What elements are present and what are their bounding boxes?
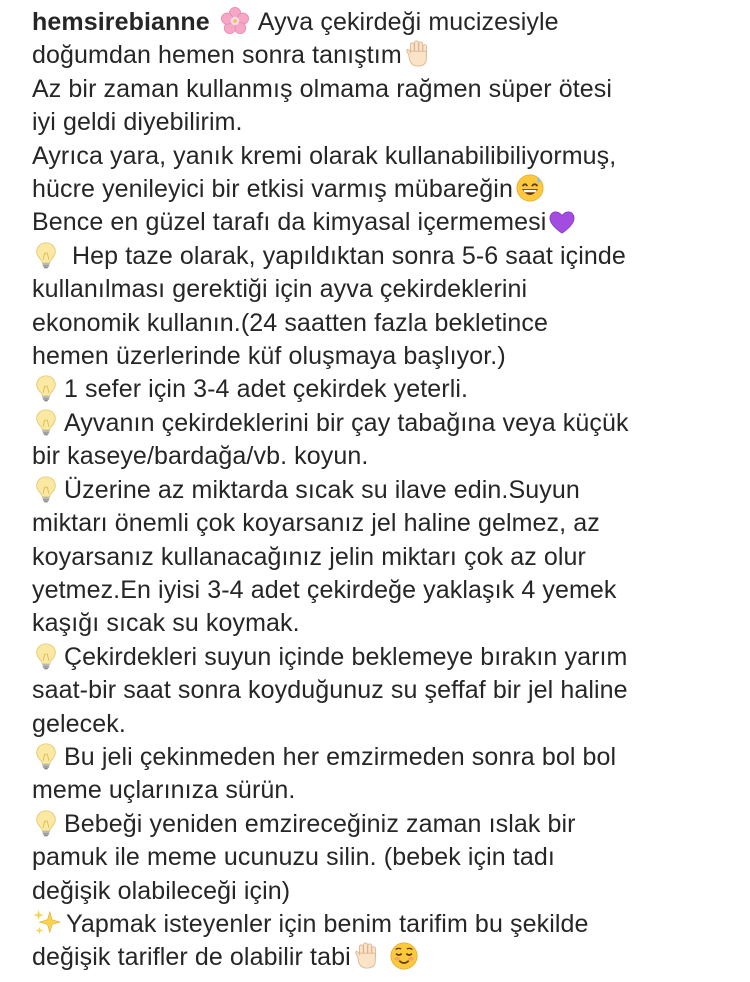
- tip-7: [32, 808, 732, 908]
- light-bulb-icon: [32, 408, 60, 436]
- tip-7-line-3: değişik olabileceği için): [32, 876, 291, 905]
- outro-text-2: değişik tarifler de olabilir tabi: [32, 943, 351, 972]
- raised-hand-icon: [353, 942, 379, 970]
- intro-text-2: doğumdan hemen sonra tanıştım: [32, 41, 402, 70]
- tip-1-line-4: hemen üzerlerinde küf oluşmaya başlıyor.): [32, 342, 506, 371]
- paragraph-1-line-1: Az bir zaman kullanmış olmama rağmen süper ötesi: [32, 74, 613, 103]
- light-bulb-icon: [32, 374, 60, 402]
- raised-hand-icon: [404, 40, 430, 68]
- tip-2: [32, 373, 732, 406]
- light-bulb-icon: [32, 742, 60, 770]
- tip-1-line-1: Hep taze olarak, yapıldıktan sonra 5-6 saat içinde: [72, 241, 626, 270]
- tip-7-line-1: Bebeği yeniden emzireceğiniz zaman ıslak bir: [64, 809, 576, 838]
- tip-5: [32, 641, 732, 741]
- username-link[interactable]: hemsirebianne: [32, 8, 210, 36]
- tip-4-line-1: Üzerine az miktarda sıcak su ilave edin.Suyun: [64, 475, 580, 504]
- post-caption: [32, 6, 732, 975]
- cherry-blossom-icon: [220, 6, 250, 36]
- light-bulb-icon: [32, 809, 60, 837]
- light-bulb-icon: [32, 642, 60, 670]
- paragraph-1-line-2: iyi geldi diyebilirim.: [32, 108, 243, 137]
- tip-5-line-2: saat-bir saat sonra koyduğunuz su şeffaf bir jel haline: [32, 676, 628, 705]
- caption-intro: [32, 6, 732, 73]
- grinning-sweat-face-icon: [515, 173, 545, 203]
- paragraph-2-line-1: Ayrıca yara, yanık kremi olarak kullanabilibiliyormuş,: [32, 141, 617, 170]
- tip-1: [32, 240, 732, 374]
- tip-4-line-4: yetmez.En iyisi 3-4 adet çekirdeğe yaklaşık 4 yemek: [32, 575, 617, 604]
- tip-4-line-2: miktarı önemli çok koyarsanız jel haline gelmez, az: [32, 509, 600, 538]
- purple-heart-icon: [548, 209, 576, 235]
- caption-paragraph-2: [32, 140, 732, 207]
- sparkles-icon: [32, 908, 62, 938]
- paragraph-2-line-2: hücre yenileyici bir etkisi varmış mübareğin: [32, 175, 513, 204]
- intro-text-1: Ayva çekirdeği mucizesiyle: [257, 8, 559, 36]
- light-bulb-icon: [32, 241, 60, 269]
- tip-3-line-1: Ayvanın çekirdeklerini bir çay tabağına veya küçük: [64, 408, 629, 437]
- paragraph-3-text: Bence en güzel tarafı da kimyasal içermemesi: [32, 208, 547, 237]
- tip-5-line-3: gelecek.: [32, 709, 126, 738]
- tip-6-line-1: Bu jeli çekinmeden her emzirmeden sonra bol bol: [64, 742, 617, 771]
- tip-4-line-3: koyarsanız kullanacağınız jelin miktarı çok az olur: [32, 542, 586, 571]
- tip-1-line-2: kullanılması gerektiği için ayva çekirdeklerini: [32, 275, 528, 304]
- tip-3: [32, 407, 732, 474]
- tip-6-line-2: meme uçlarınıza sürün.: [32, 776, 296, 805]
- light-bulb-icon: [32, 475, 60, 503]
- tip-2-line-1: 1 sefer için 3-4 adet çekirdek yeterli.: [64, 375, 469, 404]
- caption-paragraph-3: [32, 206, 732, 239]
- outro-text-1: Yapmak isteyenler için benim tarifim bu şekilde: [66, 909, 589, 938]
- caption-outro: [32, 908, 732, 975]
- tip-4-line-5: kaşığı sıcak su koymak.: [32, 609, 300, 638]
- tip-6: [32, 741, 732, 808]
- relieved-smiling-face-icon: [389, 941, 419, 971]
- tip-1-line-3: ekonomik kullanın.(24 saatten fazla bekletince: [32, 308, 549, 337]
- tip-5-line-1: Çekirdekleri suyun içinde beklemeye bırakın yarım: [64, 642, 628, 671]
- caption-paragraph-1: [32, 73, 732, 140]
- tip-7-line-2: pamuk ile meme ucunuzu silin. (bebek için tadı: [32, 843, 555, 872]
- tip-3-line-2: bir kaseye/bardağa/vb. koyun.: [32, 442, 369, 471]
- tip-4: [32, 474, 732, 641]
